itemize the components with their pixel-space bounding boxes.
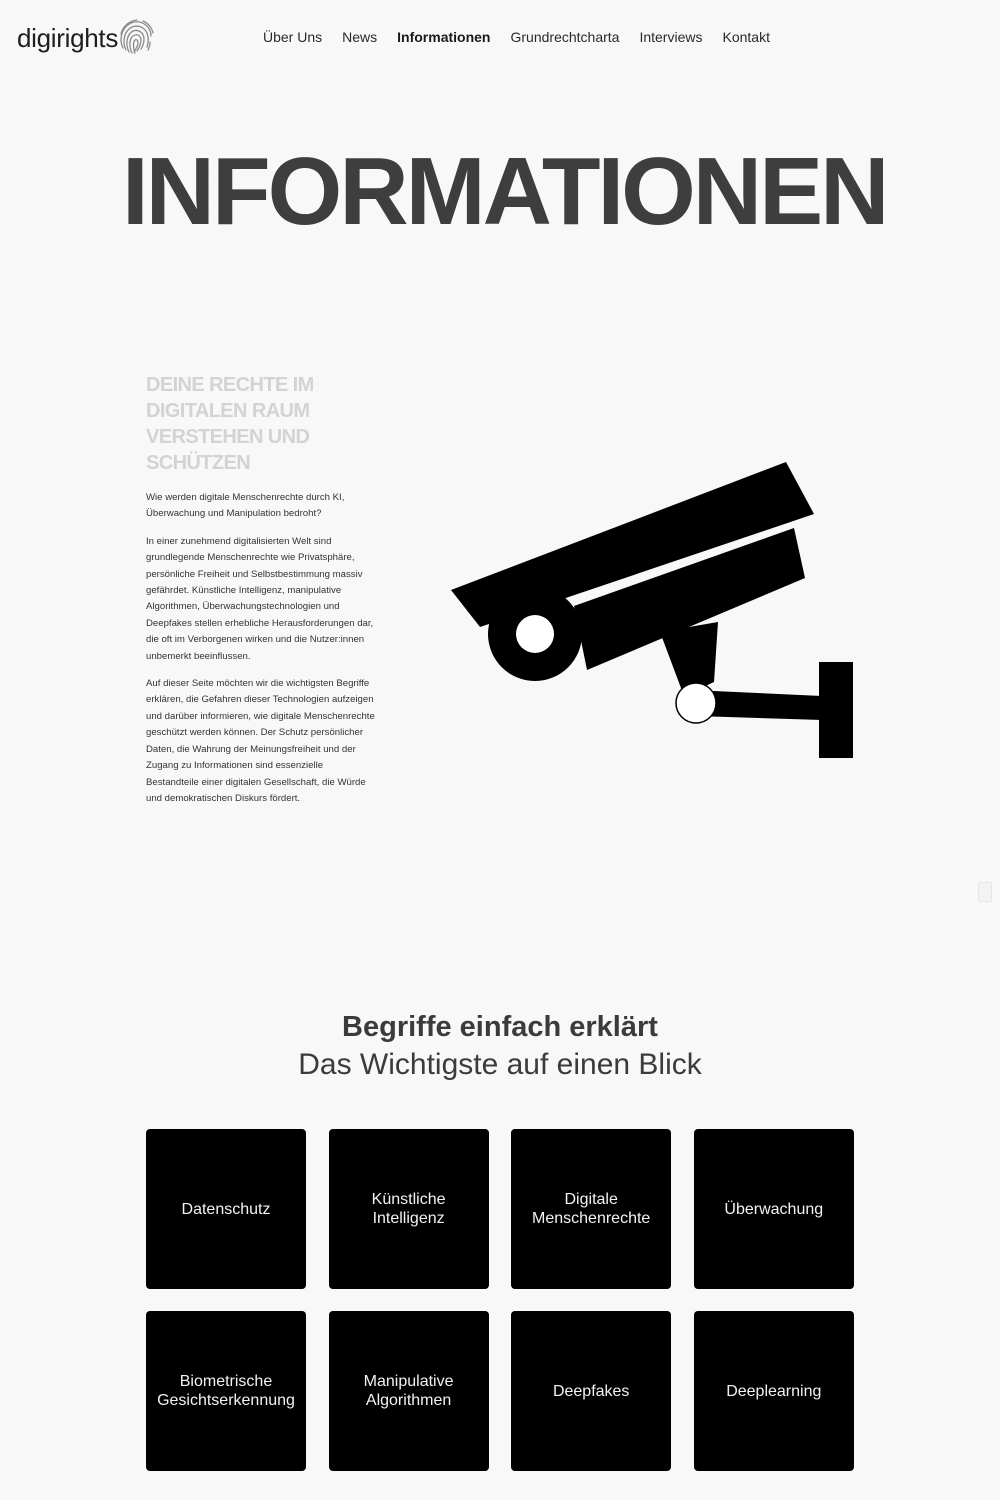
term-tile-biometrische-gesichtserkennung[interactable] [146,1311,306,1471]
surveillance-camera-icon [440,450,870,770]
term-tile-digitale-menschenrechte[interactable] [511,1129,671,1289]
site-header [0,0,1000,76]
nav-link-informationen[interactable]: Informationen [397,29,491,45]
term-tile-label: Biometrische Gesichtserkennung [157,1373,295,1409]
logo-link[interactable] [17,18,157,58]
nav-link-news[interactable]: News [342,29,378,45]
nav-link-ueber-uns[interactable]: Über Uns [263,29,323,45]
term-tile-label: Datenschutz [181,1200,271,1218]
fingerprint-icon [113,14,157,58]
intro-question: Wie werden digitale Menschenrechte durch KI, Überwachung und Manipulation bedroht? [146,492,345,520]
terms-grid [146,1129,854,1471]
term-tile-deeplearning[interactable] [694,1311,854,1471]
term-tile-label: Überwachung [724,1200,824,1218]
nav-link-kontakt[interactable]: Kontakt [722,29,770,45]
main-nav [263,29,790,45]
terms-subtitle: Das Wichtigste auf einen Blick [298,1048,702,1081]
nav-link-grundrechtcharta[interactable]: Grundrechtcharta [510,29,620,45]
intro-paragraph: In einer zunehmend digitalisierten Welt sind grundlegende Menschenrechte wie Privatsphäre, persönliche Freiheit und Selbstbestimmung massiv gefährdet. Künstliche Intelligenz, manipulative Algorithmen, Überwachungstechnologien und Deepfakes stellen erhebliche Herausforderungen dar, die oft im Verborgenen wirken und die Nutzer:innen unbemerkt beeinflussen. [146,535,374,662]
intro-section [146,372,378,818]
intro-heading: DEINE RECHTE IM DIGITALEN RAUM VERSTEHEN UND SCHÜTZEN [146,374,314,474]
nav-link-interviews[interactable]: Interviews [639,29,703,45]
scroll-handle[interactable] [978,882,992,902]
term-tile-ueberwachung[interactable] [694,1129,854,1289]
terms-title: Begriffe einfach erklärt [342,1011,658,1043]
term-tile-label: Manipulative Algorithmen [363,1373,454,1409]
terms-header [0,1008,1000,1084]
page-title: INFORMATIONEN [122,138,887,245]
term-tile-deepfakes[interactable] [511,1311,671,1471]
term-tile-label: Digitale Menschenrechte [532,1191,651,1227]
term-tile-kuenstliche-intelligenz[interactable] [329,1129,489,1289]
term-tile-manipulative-algorithmen[interactable] [329,1311,489,1471]
term-tile-label: Deeplearning [726,1382,822,1400]
term-tile-label: Künstliche Intelligenz [371,1191,446,1227]
intro-paragraph: Auf dieser Seite möchten wir die wichtigsten Begriffe erklären, die Gefahren dieser Technologien aufzeigen und darüber informieren, wie digitale Menschenrechte geschützt werden können. Der Schutz persönlicher Daten, die Wahrung der Meinungsfreiheit und der Zugang zu Informationen sind essenzielle Bestandteile einer digitalen Gesellschaft, die Würde und demokratischen Diskurs fördert. [146,678,375,804]
term-tile-label: Deepfakes [552,1382,630,1400]
logo-text: digirights [17,22,119,53]
term-tile-datenschutz[interactable] [146,1129,306,1289]
